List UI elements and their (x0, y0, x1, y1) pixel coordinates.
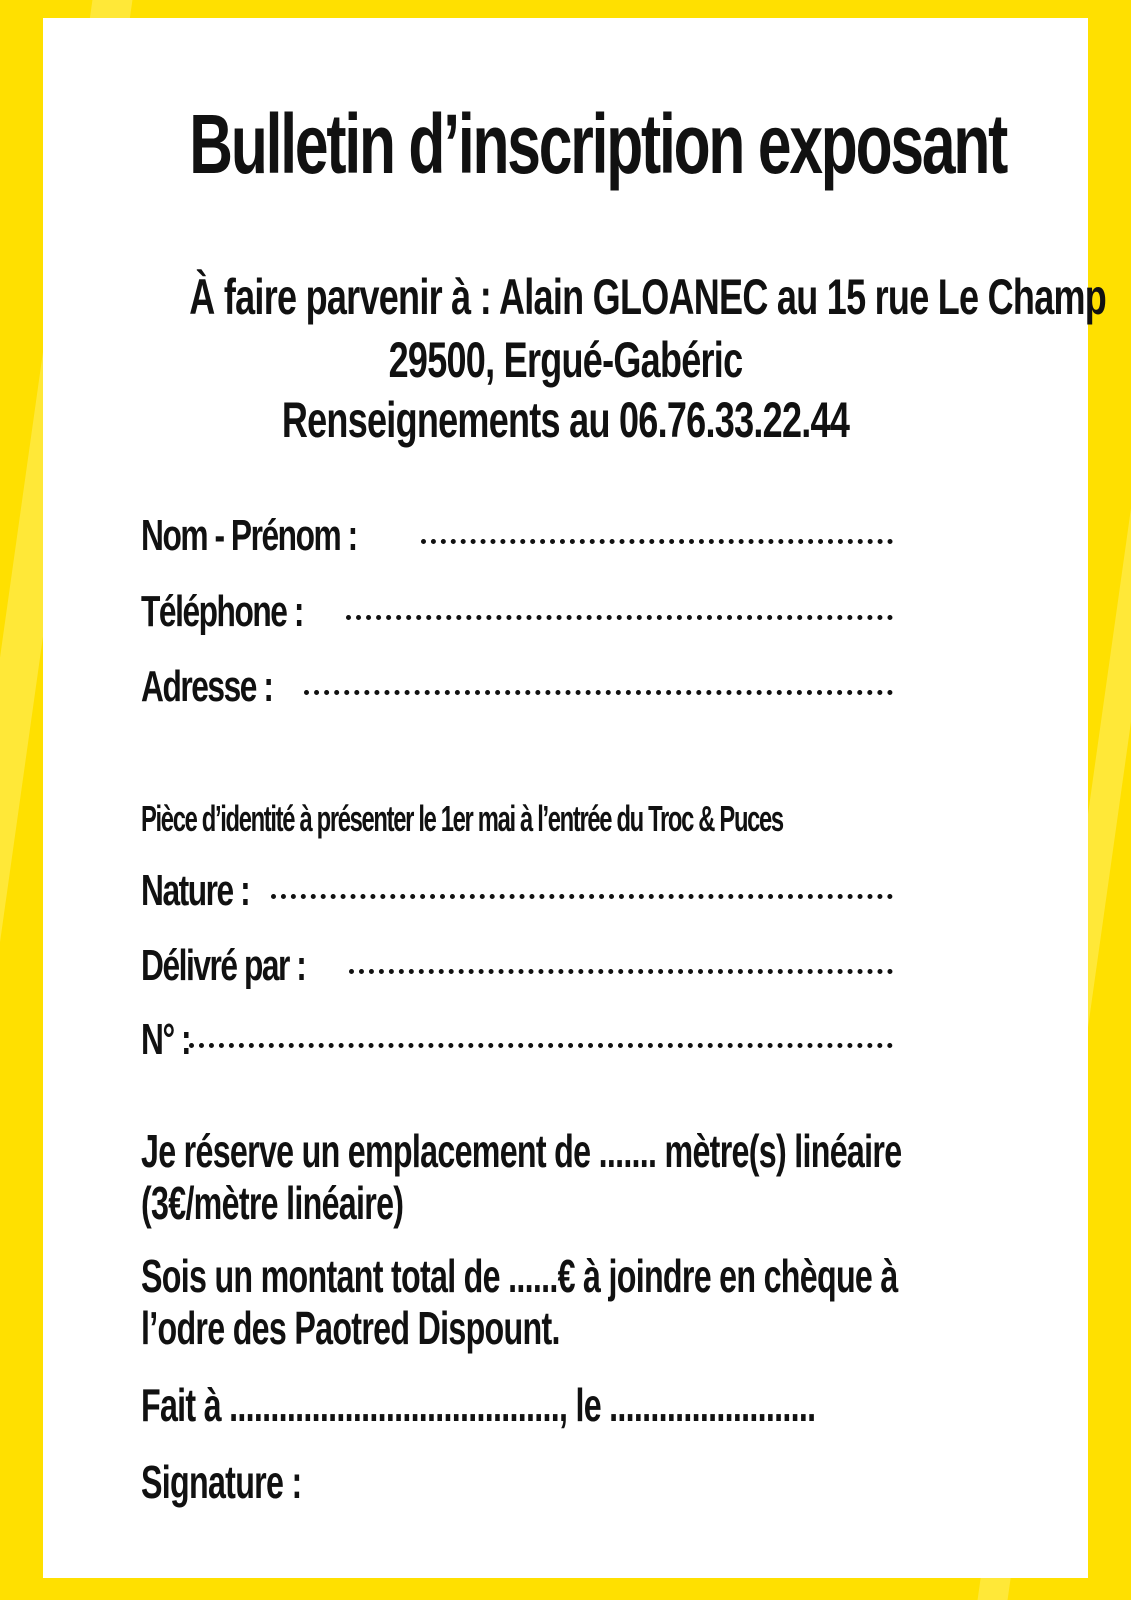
id-number-field[interactable] (141, 1015, 893, 1065)
total-line-1: Sois un montant total de ......€ à joindre en chèque à (141, 1250, 898, 1302)
phone-field-label: Téléphone : (141, 587, 303, 636)
id-nature-label: Nature : (141, 866, 250, 915)
id-issued-by-line (349, 969, 893, 974)
name-field-line (421, 539, 893, 544)
reserve-line-2: (3€/mètre linéaire) (141, 1177, 404, 1229)
id-number-label: N° : (141, 1015, 191, 1064)
name-field[interactable] (141, 511, 893, 561)
id-issued-by-field[interactable] (141, 941, 893, 991)
reserve-line-1: Je réserve un emplacement de ....... mètre(s) linéaire (141, 1125, 902, 1177)
address-field-line (304, 690, 893, 695)
signature-label: Signature : (141, 1456, 302, 1508)
phone-field-line (346, 615, 893, 620)
id-nature-line (271, 894, 893, 899)
address-line-2: 29500, Ergué-Gabéric (388, 332, 743, 388)
name-field-label: Nom - Prénom : (141, 511, 357, 560)
total-line-2: l’odre des Paotred Dispount. (141, 1302, 560, 1354)
id-document-note: Pièce d’identité à présenter le 1er mai à l’entrée du Troc & Puces (141, 798, 783, 839)
id-nature-field[interactable] (141, 866, 893, 916)
info-phone-line: Renseignements au 06.76.33.22.44 (281, 392, 850, 448)
id-number-line (189, 1043, 893, 1048)
address-field[interactable] (141, 662, 893, 712)
form-title: Bulletin d’inscription exposant (189, 97, 1007, 191)
address-line-1: À faire parvenir à : Alain GLOANEC au 15 rue Le Champ (189, 269, 1107, 325)
id-issued-by-label: Délivré par : (141, 941, 306, 990)
address-field-label: Adresse : (141, 662, 273, 711)
phone-field[interactable] (141, 587, 893, 637)
form-sheet (43, 18, 1107, 1578)
place-date-line[interactable]: Fait à ........................................, le ......................... (141, 1379, 816, 1431)
